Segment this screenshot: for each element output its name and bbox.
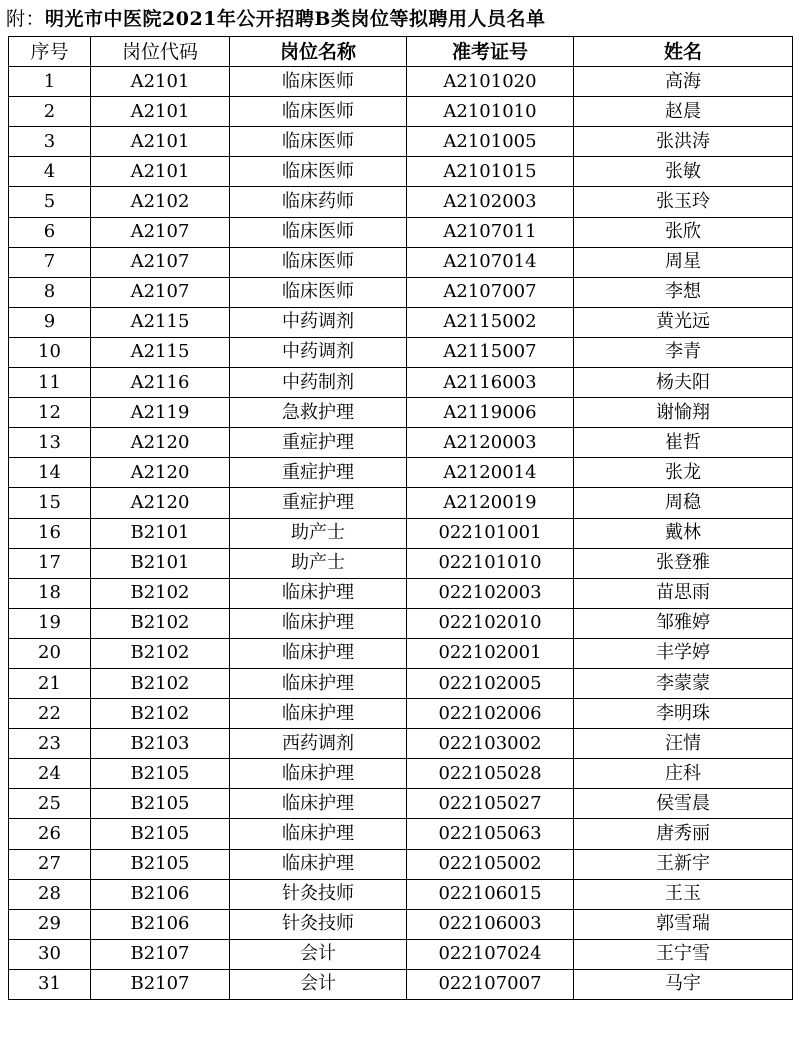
cell-ticket-number: 022105002 <box>407 849 574 879</box>
cell-person-name: 侯雪晨 <box>574 789 793 819</box>
cell-ticket-number: A2107014 <box>407 247 574 277</box>
cell-post-code: B2102 <box>91 608 230 638</box>
cell-ticket-number: A2116003 <box>407 368 574 398</box>
cell-person-name: 邹雅婷 <box>574 608 793 638</box>
cell-person-name: 李明珠 <box>574 699 793 729</box>
cell-post-name: 中药调剂 <box>230 307 407 337</box>
cell-ticket-number: A2119006 <box>407 398 574 428</box>
cell-serial-number: 24 <box>9 759 91 789</box>
cell-ticket-number: 022105027 <box>407 789 574 819</box>
cell-post-name: 临床护理 <box>230 668 407 698</box>
cell-post-code: B2102 <box>91 668 230 698</box>
cell-post-code: A2116 <box>91 368 230 398</box>
cell-post-code: B2101 <box>91 518 230 548</box>
cell-serial-number: 2 <box>9 97 91 127</box>
cell-post-code: B2101 <box>91 548 230 578</box>
header-person-name: 姓名 <box>574 37 793 67</box>
cell-post-name: 针灸技师 <box>230 909 407 939</box>
table-row <box>9 187 793 217</box>
cell-person-name: 王宁雪 <box>574 939 793 969</box>
header-ticket-number: 准考证号 <box>407 37 574 67</box>
cell-person-name: 张玉玲 <box>574 187 793 217</box>
cell-post-name: 临床护理 <box>230 638 407 668</box>
cell-person-name: 汪情 <box>574 729 793 759</box>
table-row <box>9 819 793 849</box>
cell-person-name: 张欣 <box>574 217 793 247</box>
cell-post-code: A2107 <box>91 217 230 247</box>
cell-ticket-number: A2115002 <box>407 307 574 337</box>
cell-post-name: 会计 <box>230 939 407 969</box>
title-prefix: 附： <box>6 8 46 30</box>
cell-serial-number: 31 <box>9 969 91 999</box>
document-title <box>6 6 545 32</box>
cell-serial-number: 8 <box>9 277 91 307</box>
cell-serial-number: 3 <box>9 127 91 157</box>
cell-ticket-number: 022106003 <box>407 909 574 939</box>
table-row <box>9 638 793 668</box>
cell-person-name: 李青 <box>574 337 793 367</box>
cell-person-name: 崔哲 <box>574 428 793 458</box>
table-row <box>9 939 793 969</box>
cell-ticket-number: 022105028 <box>407 759 574 789</box>
table-row <box>9 909 793 939</box>
cell-ticket-number: 022103002 <box>407 729 574 759</box>
cell-post-code: B2105 <box>91 789 230 819</box>
table-body <box>9 67 793 1000</box>
cell-post-code: A2107 <box>91 247 230 277</box>
cell-post-code: A2115 <box>91 307 230 337</box>
cell-person-name: 高海 <box>574 67 793 97</box>
cell-post-name: 临床药师 <box>230 187 407 217</box>
cell-person-name: 唐秀丽 <box>574 819 793 849</box>
cell-post-code: B2102 <box>91 699 230 729</box>
cell-post-code: B2105 <box>91 819 230 849</box>
cell-serial-number: 6 <box>9 217 91 247</box>
cell-serial-number: 14 <box>9 458 91 488</box>
cell-post-code: A2120 <box>91 428 230 458</box>
cell-serial-number: 17 <box>9 548 91 578</box>
cell-post-code: A2102 <box>91 187 230 217</box>
cell-person-name: 周稳 <box>574 488 793 518</box>
cell-post-name: 临床护理 <box>230 819 407 849</box>
table-row <box>9 488 793 518</box>
cell-serial-number: 12 <box>9 398 91 428</box>
cell-post-code: A2120 <box>91 488 230 518</box>
table-row <box>9 337 793 367</box>
cell-post-code: B2105 <box>91 849 230 879</box>
cell-person-name: 张登雅 <box>574 548 793 578</box>
cell-post-name: 中药制剂 <box>230 368 407 398</box>
table-row <box>9 97 793 127</box>
cell-ticket-number: A2101005 <box>407 127 574 157</box>
header-serial-number: 序号 <box>9 37 91 67</box>
cell-ticket-number: A2107007 <box>407 277 574 307</box>
cell-person-name: 张洪涛 <box>574 127 793 157</box>
cell-post-code: A2101 <box>91 67 230 97</box>
cell-post-name: 助产士 <box>230 548 407 578</box>
cell-post-name: 临床医师 <box>230 247 407 277</box>
cell-serial-number: 5 <box>9 187 91 217</box>
table-row <box>9 518 793 548</box>
table-row <box>9 307 793 337</box>
cell-person-name: 庄科 <box>574 759 793 789</box>
cell-serial-number: 15 <box>9 488 91 518</box>
cell-ticket-number: 022107007 <box>407 969 574 999</box>
table-row <box>9 548 793 578</box>
cell-post-name: 临床医师 <box>230 277 407 307</box>
cell-post-code: A2107 <box>91 277 230 307</box>
cell-ticket-number: 022102010 <box>407 608 574 638</box>
cell-serial-number: 30 <box>9 939 91 969</box>
cell-ticket-number: 022101010 <box>407 548 574 578</box>
cell-serial-number: 22 <box>9 699 91 729</box>
cell-serial-number: 4 <box>9 157 91 187</box>
cell-person-name: 李蒙蒙 <box>574 668 793 698</box>
cell-post-name: 临床医师 <box>230 217 407 247</box>
cell-post-name: 临床医师 <box>230 127 407 157</box>
cell-ticket-number: 022107024 <box>407 939 574 969</box>
cell-ticket-number: A2107011 <box>407 217 574 247</box>
cell-person-name: 周星 <box>574 247 793 277</box>
cell-person-name: 苗思雨 <box>574 578 793 608</box>
table-row <box>9 699 793 729</box>
cell-post-code: B2102 <box>91 578 230 608</box>
cell-post-name: 临床医师 <box>230 157 407 187</box>
cell-serial-number: 19 <box>9 608 91 638</box>
cell-ticket-number: 022106015 <box>407 879 574 909</box>
cell-serial-number: 27 <box>9 849 91 879</box>
header-post-code: 岗位代码 <box>91 37 230 67</box>
cell-serial-number: 25 <box>9 789 91 819</box>
table-row <box>9 127 793 157</box>
table-row <box>9 157 793 187</box>
cell-post-code: B2106 <box>91 909 230 939</box>
cell-serial-number: 11 <box>9 368 91 398</box>
cell-serial-number: 26 <box>9 819 91 849</box>
cell-post-name: 临床护理 <box>230 699 407 729</box>
cell-serial-number: 28 <box>9 879 91 909</box>
table-row <box>9 368 793 398</box>
cell-post-code: B2106 <box>91 879 230 909</box>
cell-person-name: 王新宇 <box>574 849 793 879</box>
table-row <box>9 608 793 638</box>
cell-ticket-number: A2101015 <box>407 157 574 187</box>
table-row <box>9 217 793 247</box>
cell-person-name: 戴林 <box>574 518 793 548</box>
cell-post-code: B2107 <box>91 969 230 999</box>
cell-post-name: 针灸技师 <box>230 879 407 909</box>
cell-person-name: 谢愉翔 <box>574 398 793 428</box>
table-row <box>9 458 793 488</box>
cell-post-name: 助产士 <box>230 518 407 548</box>
cell-person-name: 黄光远 <box>574 307 793 337</box>
cell-post-name: 临床护理 <box>230 789 407 819</box>
cell-serial-number: 18 <box>9 578 91 608</box>
cell-person-name: 张龙 <box>574 458 793 488</box>
cell-serial-number: 16 <box>9 518 91 548</box>
cell-post-name: 临床护理 <box>230 608 407 638</box>
cell-post-name: 临床护理 <box>230 849 407 879</box>
cell-serial-number: 20 <box>9 638 91 668</box>
cell-post-code: A2101 <box>91 127 230 157</box>
cell-post-code: A2115 <box>91 337 230 367</box>
cell-post-name: 急救护理 <box>230 398 407 428</box>
cell-ticket-number: A2120019 <box>407 488 574 518</box>
cell-ticket-number: 022101001 <box>407 518 574 548</box>
cell-ticket-number: A2101020 <box>407 67 574 97</box>
cell-person-name: 丰学婷 <box>574 638 793 668</box>
table-row <box>9 398 793 428</box>
cell-person-name: 赵晨 <box>574 97 793 127</box>
cell-person-name: 王玉 <box>574 879 793 909</box>
cell-serial-number: 29 <box>9 909 91 939</box>
table-row <box>9 668 793 698</box>
table-header <box>9 37 793 67</box>
cell-person-name: 马宇 <box>574 969 793 999</box>
cell-post-name: 重症护理 <box>230 428 407 458</box>
cell-post-code: A2119 <box>91 398 230 428</box>
cell-ticket-number: A2101010 <box>407 97 574 127</box>
cell-serial-number: 7 <box>9 247 91 277</box>
cell-serial-number: 23 <box>9 729 91 759</box>
cell-ticket-number: A2120003 <box>407 428 574 458</box>
cell-post-name: 临床医师 <box>230 97 407 127</box>
cell-ticket-number: 022102005 <box>407 668 574 698</box>
table-row <box>9 729 793 759</box>
cell-post-name: 中药调剂 <box>230 337 407 367</box>
table-row <box>9 67 793 97</box>
table-row <box>9 578 793 608</box>
table-row <box>9 428 793 458</box>
table-row <box>9 969 793 999</box>
cell-serial-number: 21 <box>9 668 91 698</box>
cell-post-name: 临床医师 <box>230 67 407 97</box>
cell-post-code: B2107 <box>91 939 230 969</box>
cell-ticket-number: 022102003 <box>407 578 574 608</box>
cell-post-name: 西药调剂 <box>230 729 407 759</box>
cell-post-name: 重症护理 <box>230 488 407 518</box>
cell-post-name: 重症护理 <box>230 458 407 488</box>
cell-serial-number: 10 <box>9 337 91 367</box>
table-row <box>9 759 793 789</box>
cell-ticket-number: A2115007 <box>407 337 574 367</box>
table-row <box>9 789 793 819</box>
cell-ticket-number: A2120014 <box>407 458 574 488</box>
cell-ticket-number: 022102001 <box>407 638 574 668</box>
cell-person-name: 郭雪瑞 <box>574 909 793 939</box>
cell-post-name: 临床护理 <box>230 578 407 608</box>
cell-post-code: B2103 <box>91 729 230 759</box>
table-row <box>9 879 793 909</box>
title-text: 明光市中医院2021年公开招聘B类岗位等拟聘用人员名单 <box>45 8 546 30</box>
hiring-roster-table <box>8 36 793 1000</box>
cell-post-code: B2105 <box>91 759 230 789</box>
table-row <box>9 277 793 307</box>
cell-post-code: A2101 <box>91 97 230 127</box>
header-post-name: 岗位名称 <box>230 37 407 67</box>
table-row <box>9 247 793 277</box>
cell-post-code: B2102 <box>91 638 230 668</box>
cell-post-name: 临床护理 <box>230 759 407 789</box>
cell-ticket-number: 022105063 <box>407 819 574 849</box>
cell-post-code: A2101 <box>91 157 230 187</box>
header-row <box>9 37 793 67</box>
cell-post-name: 会计 <box>230 969 407 999</box>
cell-person-name: 杨夫阳 <box>574 368 793 398</box>
cell-post-code: A2120 <box>91 458 230 488</box>
cell-person-name: 张敏 <box>574 157 793 187</box>
cell-ticket-number: A2102003 <box>407 187 574 217</box>
table-row <box>9 849 793 879</box>
cell-person-name: 李想 <box>574 277 793 307</box>
cell-ticket-number: 022102006 <box>407 699 574 729</box>
cell-serial-number: 13 <box>9 428 91 458</box>
cell-serial-number: 1 <box>9 67 91 97</box>
cell-serial-number: 9 <box>9 307 91 337</box>
